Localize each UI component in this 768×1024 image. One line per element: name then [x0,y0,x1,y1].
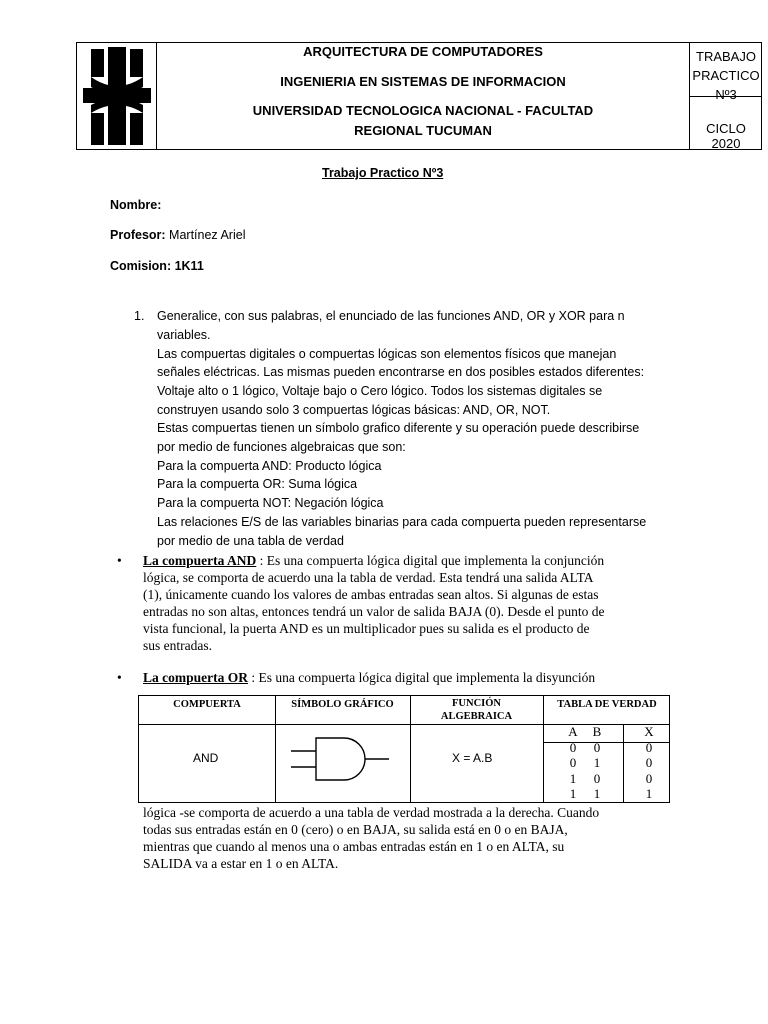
or-line: todas sus entradas están en 0 (cero) o en BAJA, su salida está en 0 o en BAJA, [143,822,568,837]
truth-cell: 0 [569,740,577,755]
and-gate-symbol-icon [289,734,399,789]
question-line: Estas compuertas tienen un símbolo grafico diferente y su operación puede describirse [157,421,640,435]
or-first-line: La compuerta OR : Es una compuerta lógica digital que implementa la disyunción [143,670,596,685]
university-title-line1: UNIVERSIDAD TECNOLOGICA NACIONAL - FACULTAD [252,103,594,118]
question-line: variables. [157,328,211,342]
ciclo-label: CICLO 2020 [706,121,746,151]
truth-cell: 0 [593,740,601,755]
tp-label-line2: PRACTICO Nº3 [692,68,760,102]
question-line: por medio de una tabla de verdad [157,534,344,548]
or-line: mientras que cuando al menos una o ambas entradas están en 1 o en ALTA, su [143,839,565,854]
and-title: La compuerta AND [143,553,257,568]
header-funcion: FUNCIÓN ALGEBRAICA [440,698,513,722]
and-line: sus entradas. [143,638,212,653]
question-line: construyen usando solo 3 compuertas lógicas básicas: AND, OR, NOT. [157,403,551,417]
nombre-label: Nombre: [110,198,162,212]
question-line: señales eléctricas. Las mismas pueden encontrarse en dos posibles estados diferentes: [157,365,645,379]
formula: X = A.B [452,751,493,765]
or-title: La compuerta OR [143,670,248,685]
question-line: Las relaciones E/S de las variables binarias para cada compuerta pueden representarse [157,515,647,529]
or-line: lógica -se comporta de acuerdo a una tabla de verdad mostrada a la derecha. Cuando [143,805,600,820]
doc-heading: Trabajo Practico Nº3 [322,166,444,180]
profesor-value: Martínez Ariel [165,228,246,242]
header-compuerta: COMPUERTA [173,699,241,710]
profesor-line [110,228,245,242]
header-titles [157,43,690,149]
header-table [76,42,762,150]
truth-cell: 0 [645,740,653,755]
question-line: Para la compuerta OR: Suma lógica [157,477,358,491]
or-line: SALIDA va a estar en 1 o en ALTA. [143,856,339,871]
question-line: Voltaje alto o 1 lógico, Voltaje bajo o Cero lógico. Todos los sistemas digitales se [157,384,603,398]
and-line: entradas no son altas, entonces tendrá un valor de salida BAJA (0). Desde el punto de [143,604,605,619]
truth-col-b: B [592,724,602,739]
course-title: ARQUITECTURA DE COMPUTADORES [303,44,543,59]
truth-cell: 0 [645,771,653,786]
and-first-line: La compuerta AND : Es una compuerta lógica digital que implementa la conjunción [143,553,605,568]
career-title: INGENIERIA EN SISTEMAS DE INFORMACION [280,74,566,89]
utn-logo [77,43,157,149]
truth-cell: 1 [569,771,577,786]
logic-gate-table [138,695,670,803]
header-right-cell [690,43,762,149]
and-line: vista funcional, la puerta AND es un multiplicador pues su salida es el producto de [143,621,590,636]
question-line: Las compuertas digitales o compuertas lógicas son elementos físicos que manejan [157,347,617,361]
header-tabla-verdad: TABLA DE VERDAD [557,699,657,710]
truth-cell: 1 [569,786,577,801]
question-line: Generalice, con sus palabras, el enunciado de las funciones AND, OR y XOR para n [157,309,625,323]
question-line: por medio de funciones algebraicas que son: [157,440,406,454]
truth-cell: 1 [593,786,601,801]
truth-col-x: X [644,724,654,739]
truth-cell: 1 [645,786,653,801]
and-line: (1), únicamente cuando los valores de ambas entradas sean altos. Si algunas de estas [143,587,599,602]
question-line: Para la compuerta NOT: Negación lógica [157,496,384,510]
truth-cell: 0 [645,755,653,770]
and-line: lógica, se comporta de acuerdo una la tabla de verdad. Esta tendrá una salida ALTA [143,570,594,585]
bullet-icon: • [117,553,122,568]
profesor-label: Profesor: [110,228,166,242]
truth-cell: 0 [593,771,601,786]
university-title-line2: REGIONAL TUCUMAN [354,123,492,138]
question-line: Para la compuerta AND: Producto lógica [157,459,382,473]
gate-name: AND [193,751,219,765]
comision-label: Comision: 1K11 [110,259,204,273]
truth-col-a: A [568,724,578,739]
truth-cell: 1 [593,755,601,770]
truth-cell: 0 [569,755,577,770]
question-number: 1. [134,309,145,323]
header-simbolo: SÍMBOLO GRÁFICO [291,699,394,710]
bullet-icon: • [117,670,122,685]
tp-label-line1: TRABAJO [696,49,756,64]
